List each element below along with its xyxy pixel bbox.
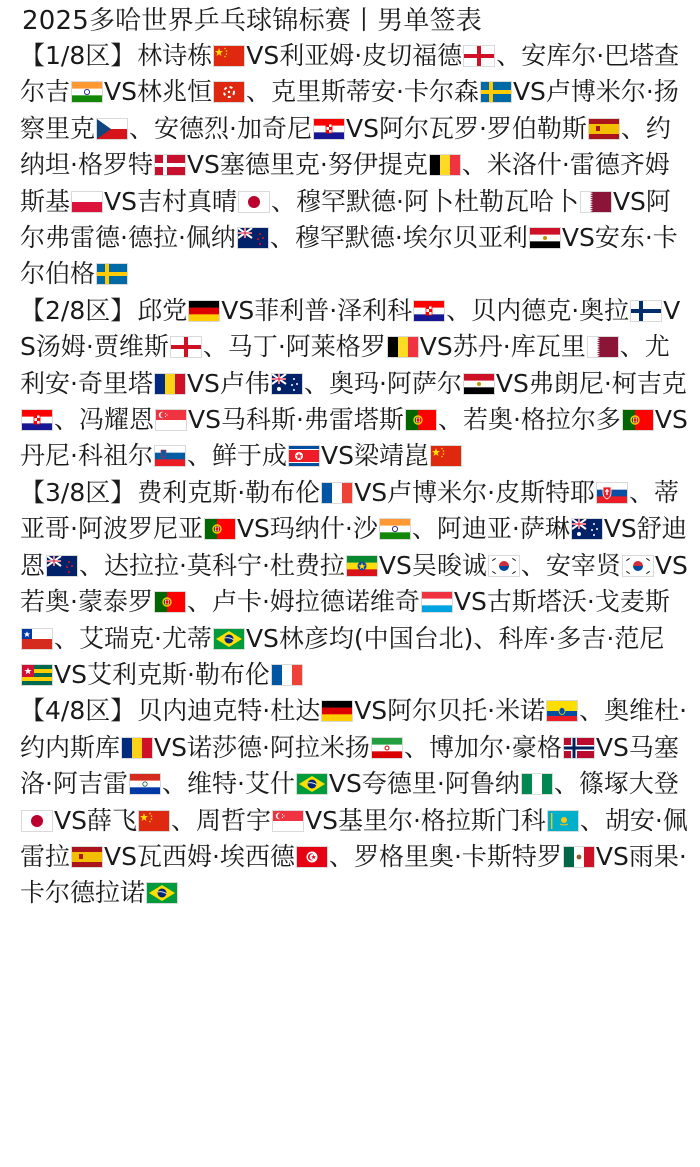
match-text: 、篠塚大登 bbox=[553, 769, 679, 799]
japan-flag-icon bbox=[238, 191, 270, 213]
page-title: 2025多哈世界乒乓球锦标赛丨男单签表 bbox=[22, 6, 482, 36]
draw-section-4 bbox=[20, 693, 692, 911]
match-text: 贝内迪克特·杜达 bbox=[137, 696, 321, 726]
spain-flag-icon bbox=[71, 846, 103, 868]
section-label: 【1/8区】 bbox=[20, 41, 136, 70]
belgium-flag-icon bbox=[387, 336, 419, 358]
croatia-flag-icon bbox=[313, 118, 345, 140]
match-text: 、贝内德克·奥拉 bbox=[446, 295, 630, 325]
england-flag-icon bbox=[463, 45, 495, 67]
south-korea-flag-icon bbox=[488, 555, 520, 577]
match-text: VS夸德里·阿鲁纳 bbox=[328, 769, 520, 799]
india-flag-icon bbox=[71, 81, 103, 103]
sweden-flag-icon bbox=[96, 263, 128, 285]
kazakhstan-flag-icon bbox=[547, 810, 579, 832]
match-text: VS塞德里克·努伊提克 bbox=[186, 150, 428, 180]
croatia-flag-icon bbox=[21, 409, 53, 431]
draw-sections bbox=[20, 38, 692, 912]
match-text: VS基里尔·格拉斯门科 bbox=[305, 805, 546, 835]
spain-flag-icon bbox=[588, 118, 620, 140]
match-text: 、维特·艾什 bbox=[161, 769, 295, 799]
match-text: VS阿尔贝托·米诺 bbox=[354, 696, 546, 726]
portugal-flag-icon bbox=[622, 409, 654, 431]
match-text: VS阿尔瓦罗·罗伯勒斯 bbox=[345, 113, 587, 143]
match-text: 、奥维杜·约内斯库 bbox=[20, 696, 688, 762]
chile-flag-icon bbox=[21, 628, 53, 650]
new-zealand-flag-icon bbox=[237, 227, 269, 249]
brazil-flag-icon bbox=[213, 628, 245, 650]
romania-flag-icon bbox=[154, 373, 186, 395]
australia-flag-icon bbox=[571, 518, 603, 540]
section-label: 【2/8区】 bbox=[20, 295, 136, 325]
draw-section-1 bbox=[20, 38, 692, 293]
paraguay-flag-icon bbox=[129, 773, 161, 795]
match-text: VS菲利普·泽利科 bbox=[221, 295, 413, 325]
match-text: 、阿迪亚·萨琳 bbox=[411, 514, 570, 544]
qatar-flag-icon bbox=[587, 336, 619, 358]
match-text: VS卢伟 bbox=[186, 368, 270, 398]
match-text: 、米洛什·雷德齐姆斯基 bbox=[20, 150, 670, 216]
match-text: 、尤利安·奇里塔 bbox=[20, 332, 670, 398]
portugal-flag-icon bbox=[204, 518, 236, 540]
match-text: VS玛纳什·沙 bbox=[236, 514, 378, 544]
section-label: 【3/8区】 bbox=[20, 477, 136, 507]
japan-flag-icon bbox=[21, 810, 53, 832]
match-text: VS舒迪恩 bbox=[20, 514, 687, 580]
match-text: 、艾瑞克·尤蒂 bbox=[54, 623, 212, 653]
poland-flag-icon bbox=[71, 191, 103, 213]
match-text: VS卢博米尔·扬察里克 bbox=[20, 77, 679, 143]
egypt-flag-icon bbox=[463, 373, 495, 395]
china-flag-icon bbox=[430, 445, 462, 467]
croatia-flag-icon bbox=[413, 300, 445, 322]
match-text: VS苏丹·库瓦里 bbox=[419, 332, 586, 362]
france-flag-icon bbox=[271, 664, 303, 686]
draw-section-2 bbox=[20, 293, 692, 475]
luxembourg-flag-icon bbox=[421, 591, 453, 613]
czech-flag-icon bbox=[96, 118, 128, 140]
france-flag-icon bbox=[321, 482, 353, 504]
match-text: VS若奥·蒙泰罗 bbox=[20, 550, 688, 617]
match-text: 、马丁·阿莱格罗 bbox=[202, 332, 386, 362]
match-text: 、穆罕默德·阿卜杜勒瓦哈卜 bbox=[271, 186, 579, 216]
england-flag-icon bbox=[170, 336, 202, 358]
match-text: 、安库尔·巴塔查尔吉 bbox=[20, 41, 680, 107]
iran-flag-icon bbox=[371, 737, 403, 759]
singapore-flag-icon bbox=[155, 409, 187, 431]
match-text: VS马塞洛·阿吉雷 bbox=[20, 732, 679, 799]
match-text: VS林彦均(中国台北)、科库·多吉·范尼 bbox=[245, 623, 665, 653]
match-text: 、安宰贤 bbox=[520, 550, 621, 580]
match-text: 、克里斯蒂安·卡尔森 bbox=[246, 77, 479, 107]
match-text: 林诗栋 bbox=[137, 41, 213, 70]
match-text: 、达拉拉·莫科宁·杜费拉 bbox=[79, 550, 345, 580]
egypt-flag-icon bbox=[529, 227, 561, 249]
match-text: VS吴晙诚 bbox=[378, 550, 487, 580]
match-text: VS弗朗尼·柯吉克 bbox=[495, 368, 687, 398]
hong-kong-flag-icon bbox=[213, 81, 245, 103]
match-text: 、若奥·格拉尔多 bbox=[437, 405, 621, 435]
section-label: 【4/8区】 bbox=[20, 696, 136, 726]
match-text: VS卢博米尔·皮斯特耶 bbox=[354, 477, 596, 507]
new-zealand-flag-icon bbox=[46, 555, 78, 577]
match-text: VS梁靖崑 bbox=[320, 441, 429, 471]
match-text: VS瓦西姆·埃西德 bbox=[104, 841, 295, 871]
match-text: VS安东·卡尔伯格 bbox=[20, 223, 678, 289]
finland-flag-icon bbox=[630, 300, 662, 322]
match-text: VS艾利克斯·勒布伦 bbox=[54, 659, 270, 689]
sweden-flag-icon bbox=[480, 81, 512, 103]
match-text: 、安德烈·加奇尼 bbox=[129, 113, 312, 143]
match-text: 、罗格里奥·卡斯特罗 bbox=[328, 841, 562, 871]
north-korea-flag-icon bbox=[288, 445, 320, 467]
germany-flag-icon bbox=[321, 700, 353, 722]
match-text: 邱党 bbox=[137, 295, 188, 325]
china-flag-icon bbox=[213, 45, 245, 67]
ecuador-flag-icon bbox=[546, 700, 578, 722]
match-text: 、冯耀恩 bbox=[54, 405, 155, 435]
match-text: 、鲜于成 bbox=[186, 441, 287, 471]
nigeria-flag-icon bbox=[521, 773, 553, 795]
singapore-flag-icon bbox=[272, 810, 304, 832]
norway-flag-icon bbox=[563, 737, 595, 759]
draw-section-3 bbox=[20, 475, 692, 693]
match-text: VS古斯塔沃·戈麦斯 bbox=[453, 587, 670, 617]
portugal-flag-icon bbox=[405, 409, 437, 431]
slovenia-flag-icon bbox=[154, 445, 186, 467]
denmark-flag-icon bbox=[154, 154, 186, 176]
match-text: VS马科斯·弗雷塔斯 bbox=[188, 405, 404, 435]
match-text: VS阿尔弗雷德·德拉·佩纳 bbox=[20, 186, 671, 253]
match-text: 、胡安·佩雷拉 bbox=[20, 805, 688, 871]
match-text: VS汤姆·贾维斯 bbox=[20, 295, 681, 362]
match-text: 、周哲宇 bbox=[170, 805, 271, 835]
match-text: VS利亚姆·皮切福德 bbox=[246, 41, 463, 70]
india-flag-icon bbox=[379, 518, 411, 540]
slovakia-flag-icon bbox=[596, 482, 628, 504]
qatar-flag-icon bbox=[580, 191, 612, 213]
togo-flag-icon bbox=[21, 664, 53, 686]
south-korea-flag-icon bbox=[622, 555, 654, 577]
match-text: 、约纳坦·格罗特 bbox=[20, 113, 671, 180]
match-text: 、博加尔·豪格 bbox=[403, 732, 562, 762]
china-flag-icon bbox=[138, 810, 170, 832]
match-text: VS吉村真晴 bbox=[104, 186, 237, 216]
mexico-flag-icon bbox=[563, 846, 595, 868]
portugal-flag-icon bbox=[154, 591, 186, 613]
match-text: VS林兆恒 bbox=[104, 77, 212, 107]
match-text: 、穆罕默德·埃尔贝亚利 bbox=[269, 223, 528, 253]
match-text: VS薛飞 bbox=[54, 805, 137, 835]
romania-flag-icon bbox=[121, 737, 153, 759]
brazil-flag-icon bbox=[296, 773, 328, 795]
match-text: 、卢卡·姆拉德诺维奇 bbox=[186, 587, 420, 617]
australia-flag-icon bbox=[271, 373, 303, 395]
match-text: VS丹尼·科祖尔 bbox=[20, 405, 688, 471]
match-text: VS雨果·卡尔德拉诺 bbox=[20, 841, 687, 908]
tunisia-flag-icon bbox=[296, 846, 328, 868]
match-text: 、蒂亚哥·阿波罗尼亚 bbox=[20, 477, 680, 544]
match-text: VS诺莎德·阿拉米扬 bbox=[154, 732, 370, 762]
brazil-flag-icon bbox=[146, 882, 178, 904]
ethiopia-flag-icon bbox=[346, 555, 378, 577]
belgium-flag-icon bbox=[429, 154, 461, 176]
match-text: 费利克斯·勒布伦 bbox=[137, 477, 321, 507]
germany-flag-icon bbox=[188, 300, 220, 322]
match-text: 、奥玛·阿萨尔 bbox=[303, 368, 462, 398]
